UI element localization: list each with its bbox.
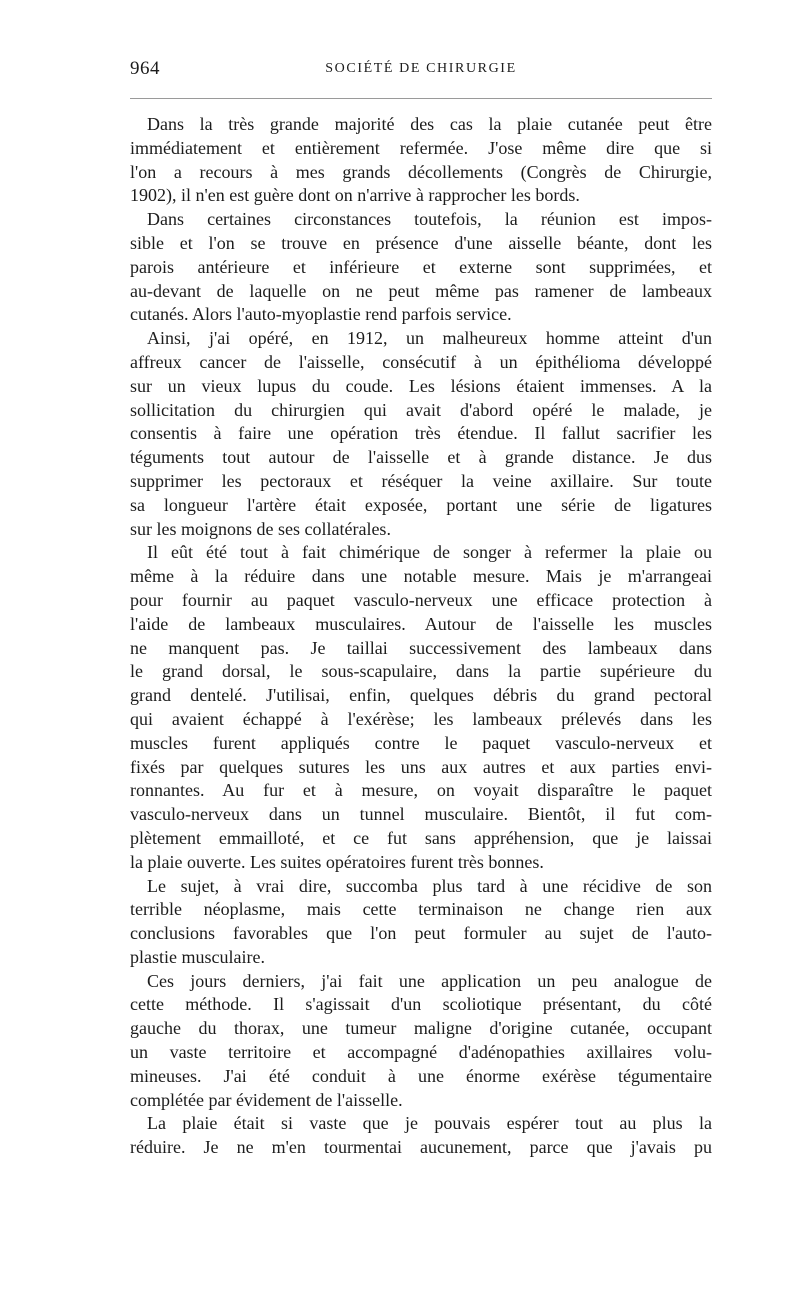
text-line: conclusions favorables que l'on peut formuler au sujet de l'auto- bbox=[130, 923, 712, 944]
text-line: même à la réduire dans une notable mesure. Mais je m'arrangeai bbox=[130, 566, 712, 587]
text-line: mineuses. J'ai été conduit à une énorme exérèse tégumentaire bbox=[130, 1065, 712, 1086]
text-line: fixés par quelques sutures les uns aux autres et aux parties envi- bbox=[130, 756, 712, 777]
paragraph bbox=[130, 875, 712, 970]
paragraph bbox=[130, 1112, 712, 1160]
text-line: plastie musculaire. bbox=[130, 946, 265, 967]
page-number: 964 bbox=[130, 58, 160, 79]
page-header bbox=[130, 58, 712, 84]
text-line: sa longueur l'artère était exposée, portant une série de ligatures bbox=[130, 494, 712, 515]
text-line: téguments tout autour de l'aisselle et à grande distance. Je dus bbox=[130, 447, 712, 468]
text-line: la plaie ouverte. Les suites opératoires furent très bonnes. bbox=[130, 851, 544, 872]
text-line: un vaste territoire et accompagné d'adénopathies axillaires volu- bbox=[130, 1042, 712, 1063]
text-line: Ainsi, j'ai opéré, en 1912, un malheureux homme atteint d'un bbox=[147, 328, 712, 349]
body-text bbox=[130, 113, 712, 1160]
text-line: Le sujet, à vrai dire, succomba plus tard à une récidive de son bbox=[147, 875, 712, 896]
paragraph bbox=[130, 970, 712, 1113]
text-line: l'aide de lambeaux musculaires. Autour de l'aisselle les muscles bbox=[130, 613, 712, 634]
text-line: sollicitation du chirurgien qui avait d'abord opéré le malade, je bbox=[130, 399, 712, 420]
text-line: gauche du thorax, une tumeur maligne d'origine cutanée, occupant bbox=[130, 1018, 712, 1039]
text-line: plètement emmailloté, et ce fut sans appréhension, que je laissai bbox=[130, 827, 712, 848]
text-line: vasculo-nerveux dans un tunnel musculaire. Bientôt, il fut com- bbox=[130, 804, 712, 825]
text-line: au-devant de laquelle on ne peut même pas ramener de lambeaux bbox=[130, 280, 712, 301]
text-line: cutanés. Alors l'auto-myoplastie rend parfois service. bbox=[130, 304, 512, 325]
text-line: Il eût été tout à fait chimérique de songer à refermer la plaie ou bbox=[147, 542, 712, 563]
text-line: sible et l'on se trouve en présence d'une aisselle béante, dont les bbox=[130, 232, 712, 253]
text-line: immédiatement et entièrement refermée. J'ose même dire que si bbox=[130, 137, 712, 158]
text-line: sur les moignons de ses collatérales. bbox=[130, 518, 391, 539]
text-line: qui avaient échappé à l'exérèse; les lambeaux prélevés dans les bbox=[130, 708, 712, 729]
text-line: La plaie était si vaste que je pouvais espérer tout au plus la bbox=[147, 1113, 712, 1134]
text-line: consentis à faire une opération très étendue. Il fallut sacrifier les bbox=[130, 423, 712, 444]
text-line: Ces jours derniers, j'ai fait une application un peu analogue de bbox=[147, 970, 712, 991]
running-title: SOCIÉTÉ DE CHIRURGIE bbox=[325, 61, 517, 76]
text-line: ne manquent pas. Je taillai successivement des lambeaux dans bbox=[130, 637, 712, 658]
text-line: sur un vieux lupus du coude. Les lésions étaient immenses. A la bbox=[130, 375, 712, 396]
text-line: supprimer les pectoraux et réséquer la veine axillaire. Sur toute bbox=[130, 470, 712, 491]
paragraph bbox=[130, 541, 712, 874]
text-line: ronnantes. Au fur et à mesure, on voyait disparaître le paquet bbox=[130, 780, 712, 801]
header-rule bbox=[130, 98, 712, 99]
text-line: réduire. Je ne m'en tourmentai aucunement, parce que j'avais pu bbox=[130, 1137, 712, 1158]
text-line: 1902), il n'en est guère dont on n'arrive à rapprocher les bords. bbox=[130, 185, 580, 206]
text-line: affreux cancer de l'aisselle, consécutif à un épithélioma développé bbox=[130, 351, 712, 372]
text-line: complétée par évidement de l'aisselle. bbox=[130, 1089, 403, 1110]
text-line: terrible néoplasme, mais cette terminaison ne change rien aux bbox=[130, 899, 712, 920]
paragraph bbox=[130, 327, 712, 541]
text-line: Dans certaines circonstances toutefois, la réunion est impos- bbox=[147, 209, 712, 230]
text-line: cette méthode. Il s'agissait d'un scoliotique présentant, du côté bbox=[130, 994, 712, 1015]
text-line: muscles furent appliqués contre le paquet vasculo-nerveux et bbox=[130, 732, 712, 753]
text-line: l'on a recours à mes grands décollements (Congrès de Chirurgie, bbox=[130, 161, 712, 182]
text-line: pour fournir au paquet vasculo-nerveux une efficace protection à bbox=[130, 589, 712, 610]
text-line: Dans la très grande majorité des cas la plaie cutanée peut être bbox=[147, 114, 712, 134]
text-line: parois antérieure et inférieure et externe sont supprimées, et bbox=[130, 256, 712, 277]
paragraph bbox=[130, 208, 712, 327]
text-line: grand dentelé. J'utilisai, enfin, quelques débris du grand pectoral bbox=[130, 685, 712, 706]
paragraph bbox=[130, 113, 712, 208]
text-line: le grand dorsal, le sous-scapulaire, dans la partie supérieure du bbox=[130, 661, 712, 682]
